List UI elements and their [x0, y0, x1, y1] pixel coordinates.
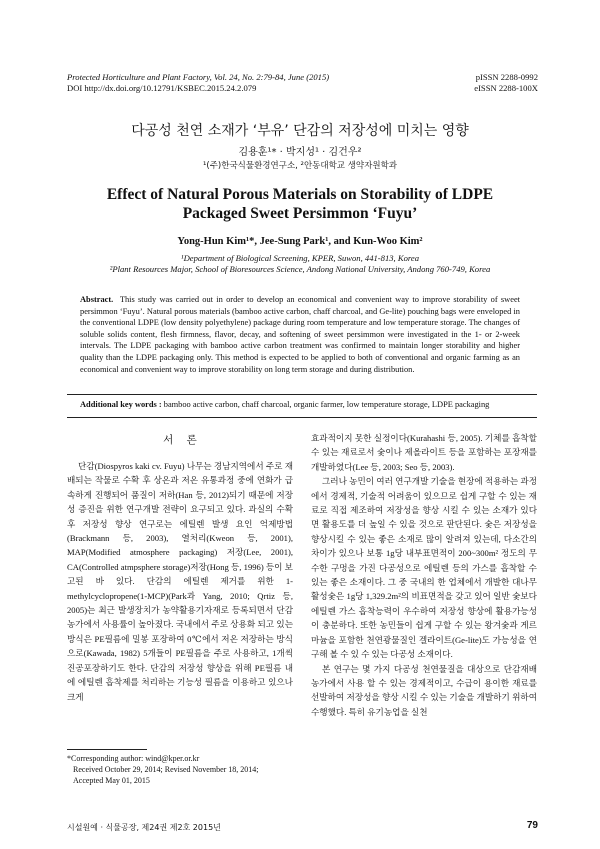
- english-title-line-2: Packaged Sweet Persimmon ‘Fuyu’: [182, 205, 418, 222]
- english-affiliation-2: ²Plant Resources Major, School of Bioresources Science, Andong National University, Andong 760-749, Korea: [109, 264, 491, 274]
- footer-journal: 시설원예 · 식물공장, 제24권 제2호 2015년: [67, 823, 221, 832]
- abstract: [80, 294, 520, 375]
- paragraph: 그러나 농민이 여러 연구개발 기술을 현장에 적용하는 과정에서 경제적, 기술적 어려움이 있으므로 쉽게 구할 수 있는 재료로 직접 제조하여 저장성을 향상 시킬 수 있는 소재가 있다면 활용도를 더 높일 수 있을 것으로 판단된다. 숯은 저장성을 향상시킬 수 있는 좋은 소재로 많이 알려져 있는데, 다소간의 차이가 있으나 보통 1g당 내부표면적이 200~300m² 정도의 무수한 구멍을 가진 다공성으로 에틸렌 등의 가스를 흡착할 수 있는 좋은 소재이다. 그 중 국내의 한 업체에서 개발한 대나무활성숯은 1g당 1,329.2m²의 비표면적을 갖고 있어 일반 숯보다 에틸렌 가스 흡착능력이 우수하여 저장성 향상에 활용가능성이 충분하다. 또한 농민들이 쉽게 구할 수 있는 왕겨숯과 게르마늄을 포함한 천연광물질인 겔라이트(Ge-lite)도 가능성을 연구해 볼 수 있 수 있는 다공성 소재이다.: [311, 476, 537, 660]
- right-column: [311, 431, 537, 797]
- abstract-text: This study was carried out in order to develop an economical and convenient way to improve storability of sweet persimmon ‘Fuyu’. Natural porous materials (bamboo active carbon, chaff charcoal, and Ge-lite) pouching bags were enveloped in the conventional LDPE (low density polyethylene) package during room temperature and low temperature storage. The changes of soluble solids content, flesh firmness, flavor, decay, and softening of sweet persimmon were investigated in the 1- or 2-week intervals. The LDPE packaging with bamboo active carbon treatment was confirmed to maintain longer storability and higher quality than the LDPE packaging only. This method is expected to be applied to both of conventional and organic farming as an economical and convenient way to improve storability on long term storage and during distribution.: [80, 295, 520, 374]
- english-title-line-1: Effect of Natural Porous Materials on Storability of LDPE: [106, 186, 494, 203]
- abstract-label: Abstract.: [80, 295, 114, 304]
- accepted-date: Accepted May 01, 2015: [73, 776, 150, 785]
- left-column: [67, 459, 293, 741]
- doi[interactable]: DOI http://dx.doi.org/10.12791/KSBEC.2015.24.2.079: [67, 83, 257, 93]
- korean-title: 다공성 천연 소재가 ‘부유’ 단감의 저장성에 미치는 영향: [131, 123, 469, 139]
- paragraph: 효과적이지 못한 실정이다(Kurahashi 등, 2005). 기체를 흡착할 수 있는 재료로서 숯이나 제올라이트 등을 포함하는 포장재를 개발하였다(Lee 등, 2003; Seo 등, 2003).: [311, 433, 537, 472]
- paragraph: 단감(Diospyros kaki cv. Fuyu) 나무는 경남지역에서 주로 재배되는 작물로 수확 후 상온과 저온 유통과정 중에 연화가 급속하게 진행되어 품질이 저하(Han 등, 2012)되기 때문에 저장성 증진을 위한 연구개발 전략이 요구되고 있다. 과실의 수확 후 저장성 향상 연구로는 에틸렌 발생 요인 억제방법(Brackmann 등, 2003), 열처리(Kweon 등, 2001), MAP(Modified atmosphere packaging) 저장(Lee, 2001), CA(Controlled atmpsphere storage)저장(Hong 등, 1996) 등이 보고된 바 있다. 단감의 에틸렌 제거를 위한 1-methylcyclopropene(1-MCP)(Park과 Yang, 2010; Qrtiz 등, 2005)는 최근 발생장치가 농약활용기자재로 등록되면서 단감 농가에서 사용률이 높아졌다. 국내에서 주로 상용화 되고 있는 방식은 PE필름에 밀봉 포장하여 0℃에서 저온 저장하는 방식으로(Kawada, 1982) 5개들이 PE필름을 주로 사용하고, 1개씩 진공포장하기도 한다. 단감의 저장성 향상을 위해 PE필름 내에 에틸렌 흡착제를 처리하는 기능성 필름을 이용하고 있으나 크게: [67, 461, 293, 702]
- page-number: 79: [526, 820, 538, 831]
- received-date: Received October 29, 2014; Revised November 18, 2014;: [73, 765, 259, 774]
- section-title-introduction: 서 론: [163, 434, 197, 446]
- keywords-label: Additional key words :: [80, 400, 162, 409]
- corresponding-author[interactable]: *Corresponding author: wind@kper.or.kr: [67, 754, 200, 763]
- footnote-rule: [67, 749, 147, 750]
- english-authors: Yong-Hun Kim¹*, Jee-Sung Park¹, and Kun-Woo Kim²: [177, 236, 423, 247]
- divider: [67, 417, 537, 418]
- korean-authors: 김용훈¹* · 박지성¹ · 김건우²: [238, 147, 362, 158]
- divider: [67, 394, 537, 395]
- keywords-text: bamboo active carbon, chaff charcoal, organic farmer, low temperature storage, LDPE packaging: [163, 400, 490, 409]
- journal-citation: Protected Horticulture and Plant Factory, Vol. 24, No. 2:79-84, June (2015): [67, 72, 330, 82]
- paragraph: 본 연구는 몇 가지 다공성 천연물질을 대상으로 단감재배 농가에서 사용 할 수 있는 경제적이고, 수급이 용이한 재료를 선발하여 저장성을 향상 시킬 수 있는 기술을 개발하기 위하여 수행했다. 특히 유기농업을 실천: [311, 663, 537, 717]
- korean-affiliation: ¹(주)한국식물환경연구소, ²안동대학교 생약자원학과: [203, 161, 397, 171]
- eissn: eISSN 2288-100X: [474, 83, 538, 93]
- pissn: pISSN 2288-0992: [475, 72, 538, 82]
- english-affiliation-1: ¹Department of Biological Screening, KPER, Suwon, 441-813, Korea: [181, 253, 419, 263]
- keywords: [80, 400, 530, 409]
